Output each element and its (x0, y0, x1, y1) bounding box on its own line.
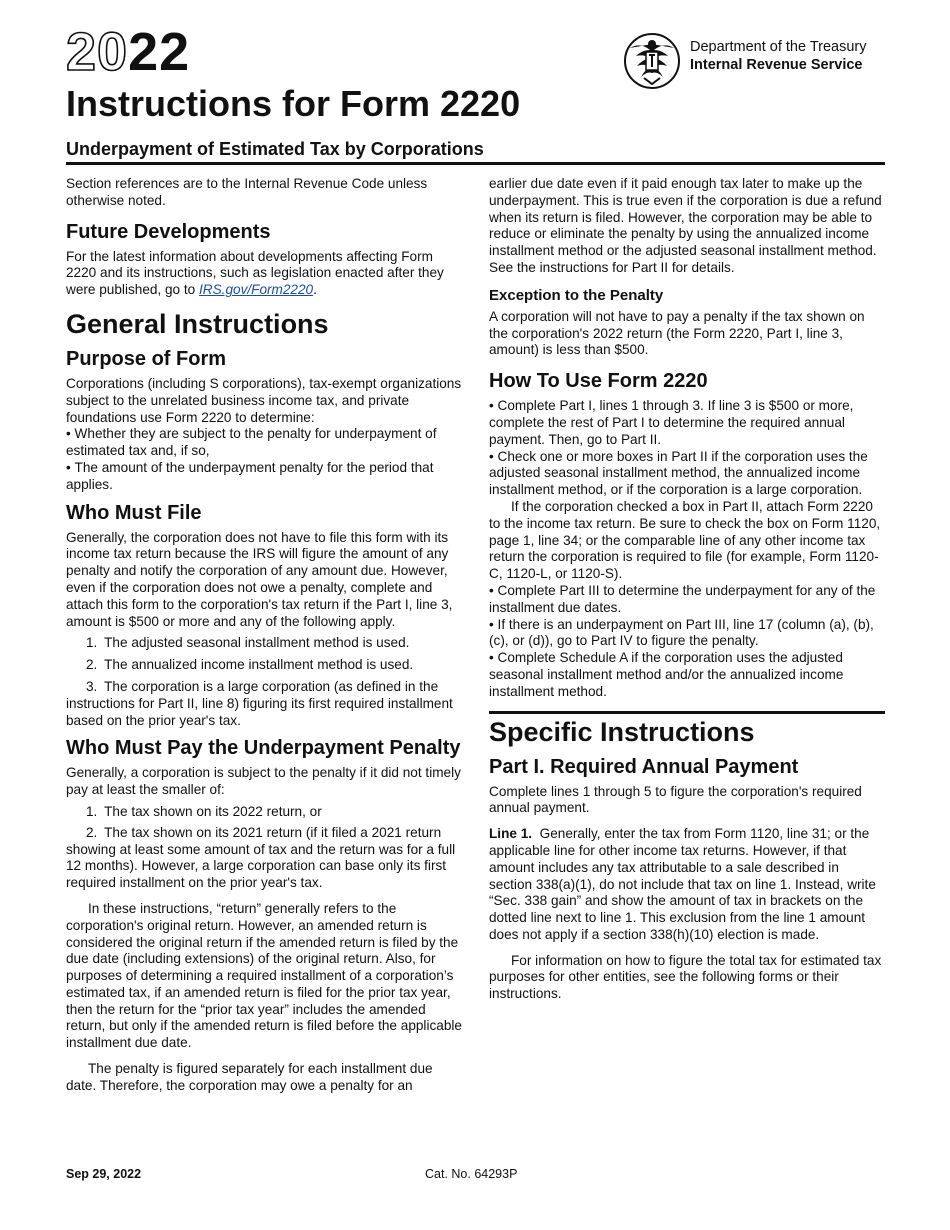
future-developments-heading: Future Developments (66, 220, 271, 243)
page-subtitle: Underpayment of Estimated Tax by Corporations (66, 139, 484, 159)
bullet-item: • Complete Schedule A if the corporation uses the adjusted seasonal installment method and/or the annualized income installment method. (489, 650, 844, 699)
irs-eagle-logo-icon (622, 32, 684, 90)
revision-date: Sep 29, 2022 (66, 1167, 142, 1181)
bullet-item: • The amount of the underpayment penalty for the period that applies. (66, 459, 434, 492)
other-entities-text: For information on how to figure the total tax for estimated tax purposes for other entities, see the following forms or their instructions. (489, 952, 882, 1002)
exception-text: A corporation will not have to pay a penalty if the tax shown on the corporation's 2022 return (the Form 2220, Part I, line 3, amount) is less than $500. (489, 308, 865, 358)
list-item: 1. The tax shown on its 2022 return, or (86, 803, 322, 819)
continued-text: earlier due date even if it paid enough tax later to make up the underpayment. This is true even if the corporation is due a refund when its return is filed. However, the corporation may be able to reduce or eliminate the penalty by using the annualized income installment method or the adjusted seasonal installment method. See the instructions for Part II for details. (489, 176, 882, 275)
purpose-text: Corporations (including S corporations), tax-exempt organizations subject to the unrelated business income tax, and private foundations use Form 2220 to determine: (66, 375, 462, 425)
purpose-of-form-heading: Purpose of Form (66, 347, 227, 370)
how-to-use-text: If the corporation checked a box in Part II, attach Form 2220 to the income tax return. Be sure to check the box on Form 1120, page 1, line 34; or the comparable line of any other income tax return the corporation is required to file (for example, Form 1120-C, 1120-L, or 1120-S). (489, 498, 881, 582)
catalog-number: Cat. No. 64293P (425, 1167, 518, 1181)
specific-instructions-heading: Specific Instructions (489, 716, 755, 747)
year (66, 22, 190, 82)
bullet-item: • If there is an underpayment on Part III, line 17 (column (a), (b), (c), or (d)), go to Part IV to figure the penalty. (489, 616, 874, 649)
who-must-file-heading: Who Must File (66, 501, 202, 524)
dept-line-2: Internal Revenue Service (690, 57, 863, 73)
left-column (66, 176, 462, 1104)
who-must-file-text: Generally, the corporation does not have to file this form with its income tax return because the IRS will figure the amount of any penalty and notify the corporation of any amount due. However, even if the corporation does not owe a penalty, complete and attach this form to the corporation's tax return if the Part I, line 3, amount is $500 or more and any of the following apply. (66, 529, 453, 629)
header-rule (66, 162, 885, 165)
list-item: 2. The annualized income installment method is used. (86, 657, 414, 673)
how-to-use-heading: How To Use Form 2220 (489, 370, 708, 393)
page-title: Instructions for Form 2220 (66, 83, 521, 124)
part1-text: Complete lines 1 through 5 to figure the corporation's required annual payment. (489, 783, 862, 816)
bullet-item: • Check one or more boxes in Part II if the corporation uses the adjusted seasonal installment method, the annualized income installment method, or if the corporation is a large corporation. (489, 448, 868, 498)
year-suffix: 22 (128, 22, 191, 82)
right-column (489, 176, 885, 1012)
part1-heading: Part I. Required Annual Payment (489, 755, 799, 778)
list-item: 2. The tax shown on its 2021 return (if it filed a 2021 return showing at least some amount of tax and the return was for a full 12 months). However, a large corporation can base only its first required installment on the prior year's tax. (66, 824, 456, 891)
section-rule (489, 711, 885, 714)
who-must-pay-text: Generally, a corporation is subject to the penalty if it did not timely pay at least the smaller of: (66, 765, 461, 798)
future-developments-text: For the latest information about developments affecting Form 2220 and its instructions, such as legislation enacted after they were published, go to IRS.gov/Form2220. (66, 248, 444, 298)
irs-form2220-link[interactable]: IRS.gov/Form2220 (199, 282, 314, 298)
dept-line-1: Department of the Treasury (690, 39, 867, 55)
bullet-item: • Whether they are subject to the penalty for underpayment of estimated tax and, if so, (66, 426, 437, 459)
section-references-text: Section references are to the Internal Revenue Code unless otherwise noted. (66, 176, 428, 208)
list-item: 3. The corporation is a large corporation (as defined in the instructions for Part II, line 8) figuring its first required installment based on the prior year's tax. (66, 678, 453, 728)
year-prefix: 20 (66, 22, 129, 82)
line1-text: Line 1. Generally, enter the tax from Form 1120, line 31; or the applicable line for other income tax returns. However, if that amount includes any tax attributable to a sale described in section 338(a)(1), do not include that tax on line 1. Instead, write “Sec. 338 gain” and show the amount of tax in brackets on the dotted line next to line 1. This exclusion from the line 1 amount does not apply if a section 338(h)(10) election is made. (489, 826, 876, 942)
return-definition-text: In these instructions, “return” generally refers to the corporation's original return. However, an amended return is considered the original return if the amended return is filed by the due date (including extensions) of the original return. Also, for purposes of determining a required installment of a corporation’s estimated tax, if an amended return is filed for the prior tax year, then the return for the “prior tax year” includes the amended return, but only if the amended return is filed before the applicable installment due date. (66, 900, 462, 1051)
general-instructions-heading: General Instructions (66, 308, 329, 339)
bullet-item: • Complete Part III to determine the underpayment for any of the installment due dates. (489, 582, 876, 615)
agency-name (690, 38, 867, 74)
bullet-item: • Complete Part I, lines 1 through 3. If line 3 is $500 or more, complete the rest of Part I to determine the required annual payment. Then, go to Part II. (489, 398, 854, 447)
list-item: 1. The adjusted seasonal installment method is used. (86, 635, 410, 651)
who-must-pay-heading: Who Must Pay the Underpayment Penalty (66, 737, 461, 760)
penalty-text: The penalty is figured separately for each installment due date. Therefore, the corporation may owe a penalty for an (66, 1061, 433, 1093)
exception-heading: Exception to the Penalty (489, 286, 664, 304)
